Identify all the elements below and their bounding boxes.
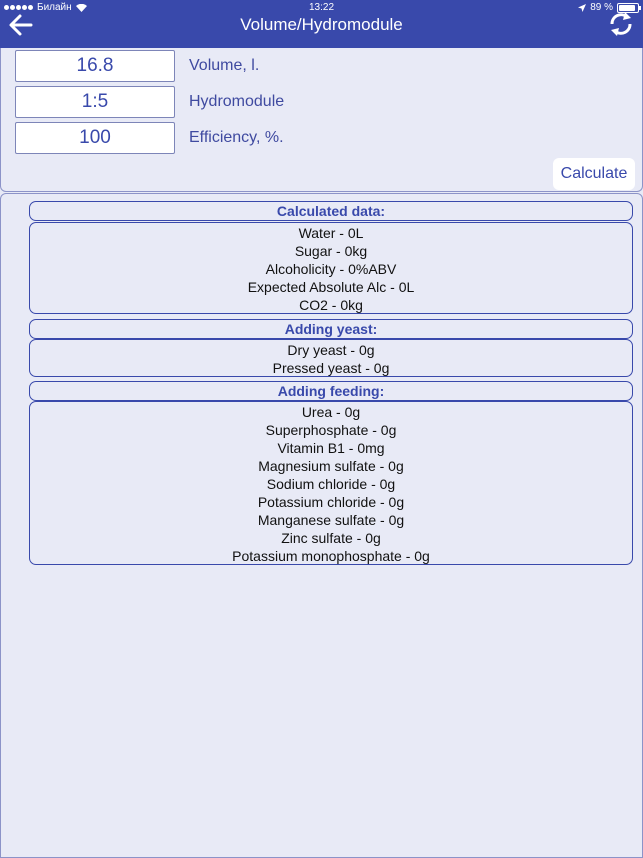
page-title: Volume/Hydromodule [240, 15, 403, 34]
adding-yeast-list [29, 339, 633, 377]
list-item: Sodium chloride - 0g [266, 476, 396, 492]
calculated-data-heading: Calculated data: [29, 201, 633, 221]
list-item: Dry yeast - 0g [287, 342, 375, 358]
efficiency-row [15, 122, 284, 154]
list-item: Expected Absolute Alc - 0L [247, 279, 415, 295]
volume-row [15, 50, 259, 82]
list-item: Pressed yeast - 0g [272, 360, 390, 376]
status-bar [0, 0, 643, 16]
arrow-left-icon[interactable] [8, 12, 34, 38]
list-item: Potassium chloride - 0g [257, 494, 405, 510]
location-icon [578, 4, 586, 12]
efficiency-input[interactable]: 100 [15, 122, 175, 154]
refresh-icon[interactable] [607, 10, 635, 38]
hydromodule-input[interactable]: 1:5 [15, 86, 175, 118]
list-item: Zinc sulfate - 0g [281, 530, 381, 546]
status-time: 13:22 [308, 2, 335, 13]
calculate-button[interactable]: Calculate [553, 158, 635, 190]
list-item: Water - 0L [298, 225, 364, 241]
results-panel [0, 193, 643, 858]
adding-feeding-list [29, 401, 633, 565]
hydromodule-row [15, 86, 284, 118]
input-panel [0, 48, 643, 192]
adding-yeast-heading: Adding yeast: [29, 319, 633, 339]
list-item: Urea - 0g [301, 404, 361, 420]
adding-feeding-heading: Adding feeding: [29, 381, 633, 401]
list-item: Sugar - 0kg [294, 243, 368, 259]
list-item: Vitamin B1 - 0mg [277, 440, 385, 456]
list-item: Alcoholicity - 0%ABV [265, 261, 397, 277]
volume-input[interactable]: 16.8 [15, 50, 175, 82]
app-header [0, 0, 643, 48]
list-item: Manganese sulfate - 0g [257, 512, 405, 528]
list-item: Magnesium sulfate - 0g [258, 458, 404, 474]
list-item: Potassium monophosphate - 0g [232, 548, 430, 564]
battery-percent: 89 % [590, 2, 613, 13]
hydromodule-label: Hydromodule [189, 93, 285, 110]
list-item: CO2 - 0kg [299, 297, 363, 313]
carrier-name: Билайн [37, 2, 72, 13]
list-item: Superphosphate - 0g [265, 422, 397, 438]
efficiency-label: Efficiency, %. [189, 129, 284, 146]
volume-label: Volume, l. [189, 57, 260, 74]
calculated-data-list [29, 222, 633, 314]
